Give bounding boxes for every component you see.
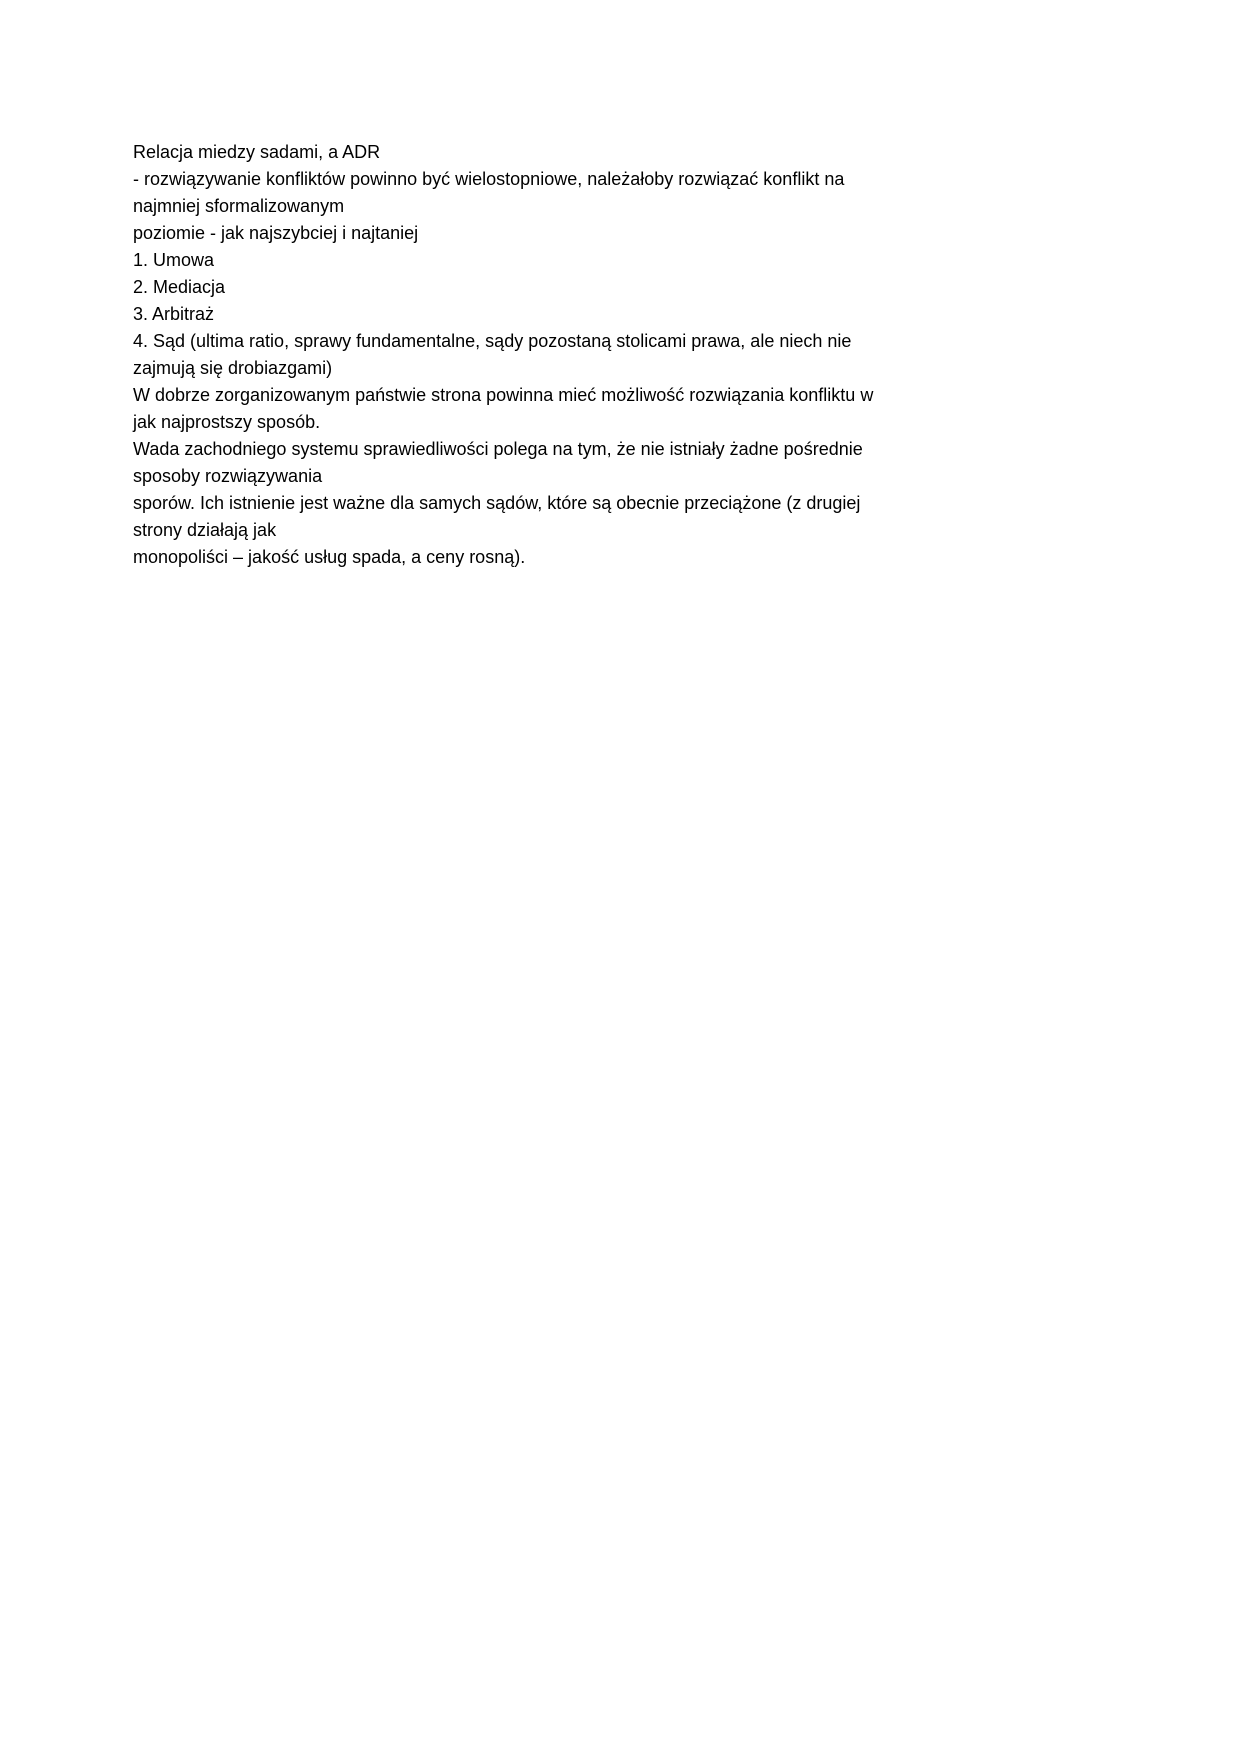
text-line: 2. Mediacja	[133, 277, 226, 297]
text-line: jak najprostszy sposób.	[133, 412, 321, 432]
text-line: 1. Umowa	[133, 250, 215, 270]
document-title-line: Relacja miedzy sadami, a ADR	[133, 142, 381, 162]
text-line: sporów. Ich istnienie jest ważne dla samych sądów, które są obecnie przeciążone (z drugiej	[133, 493, 861, 513]
text-line: strony działają jak	[133, 520, 277, 540]
text-line: 3. Arbitraż	[133, 304, 215, 324]
document-text	[133, 139, 1013, 571]
text-line: monopoliści – jakość usług spada, a ceny rosną).	[133, 547, 526, 567]
text-line: W dobrze zorganizowanym państwie strona powinna mieć możliwość rozwiązania konfliktu w	[133, 385, 874, 405]
text-line: sposoby rozwiązywania	[133, 466, 323, 486]
text-line: poziomie - jak najszybciej i najtaniej	[133, 223, 419, 243]
text-line: Wada zachodniego systemu sprawiedliwości polega na tym, że nie istniały żadne pośrednie	[133, 439, 863, 459]
text-line: 4. Sąd (ultima ratio, sprawy fundamentalne, sądy pozostaną stolicami prawa, ale niech nie	[133, 331, 852, 351]
text-line: zajmują się drobiazgami)	[133, 358, 333, 378]
text-line: - rozwiązywanie konfliktów powinno być wielostopniowe, należałoby rozwiązać konflikt na	[133, 169, 845, 189]
text-line: najmniej sformalizowanym	[133, 196, 345, 216]
